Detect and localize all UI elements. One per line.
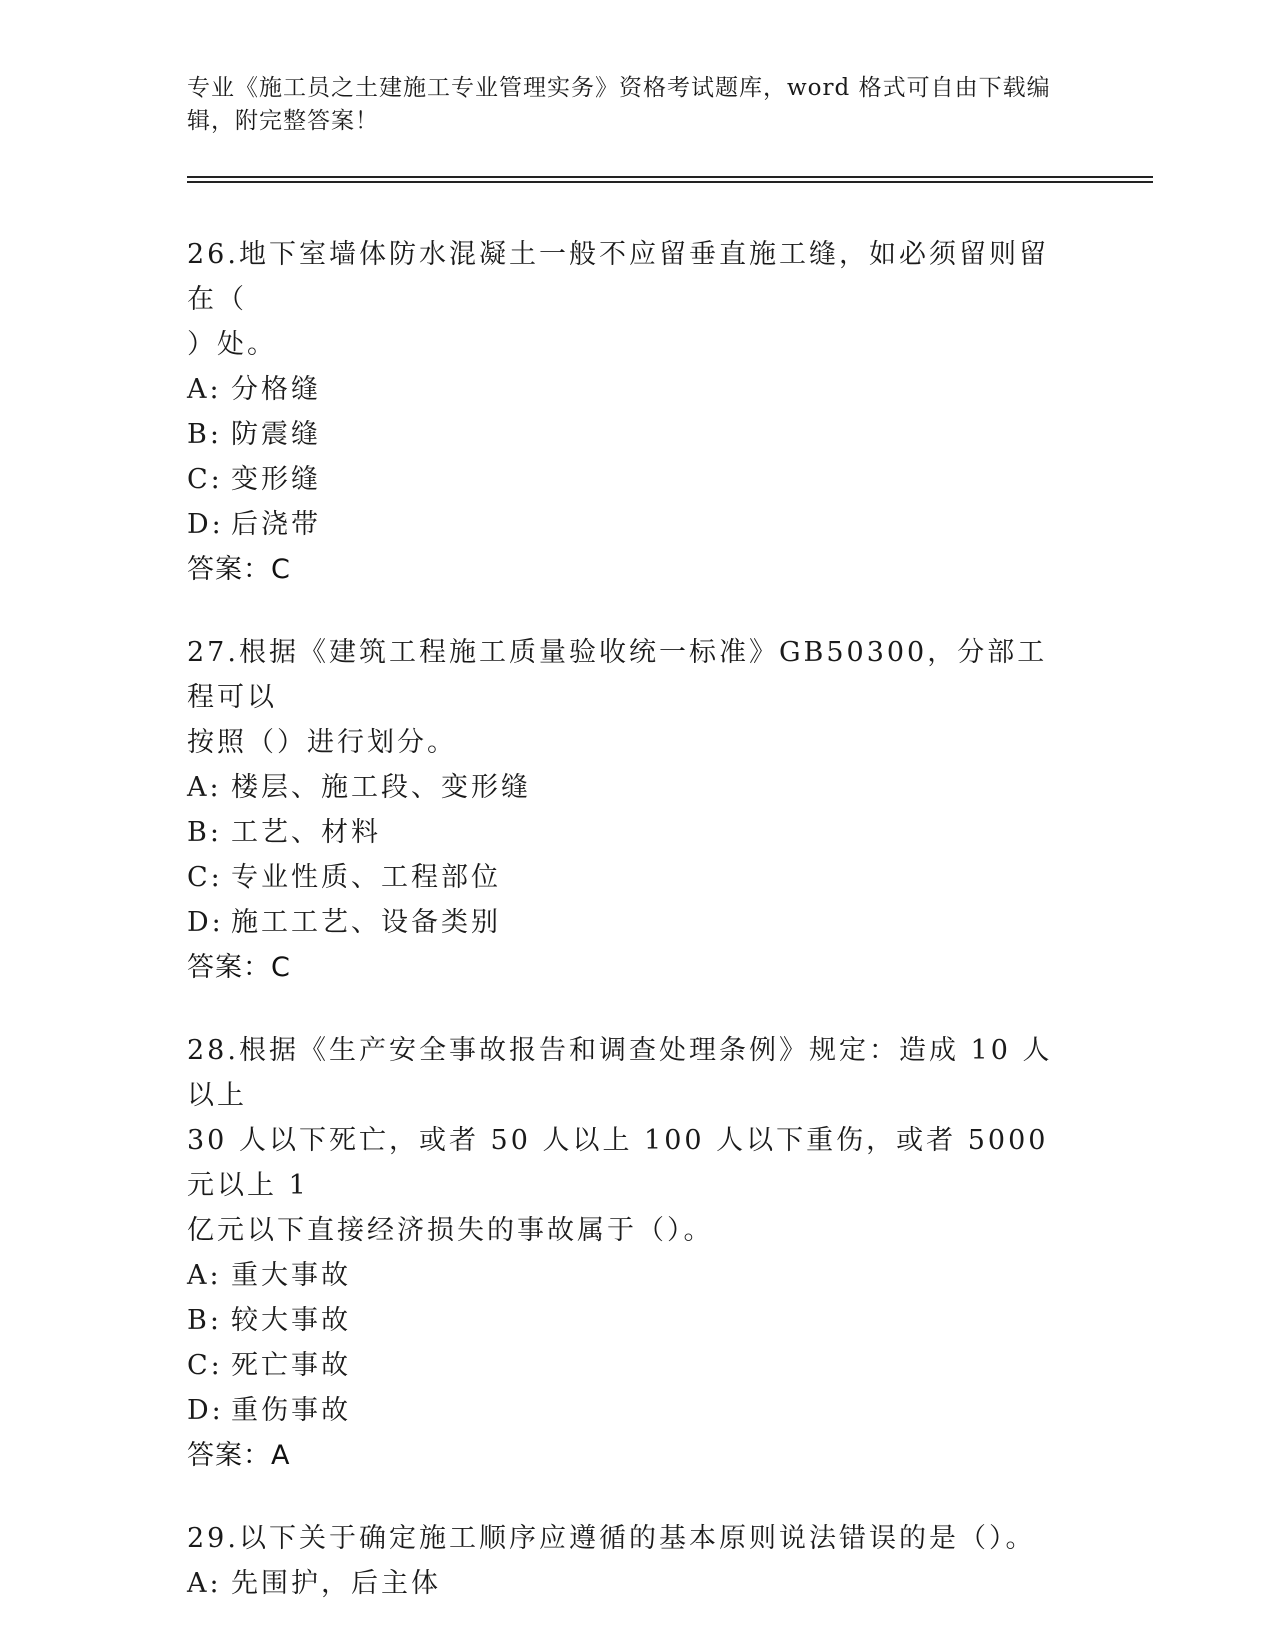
question-block bbox=[187, 1028, 1067, 1478]
option-text: 死亡事故 bbox=[231, 1350, 351, 1381]
option-text: 变形缝 bbox=[231, 464, 321, 495]
option-label: C: bbox=[187, 1350, 223, 1381]
option-text: 分格缝 bbox=[231, 374, 321, 405]
question-stem-line: 28.根据《生产安全事故报告和调查处理条例》规定：造成 10 人以上 bbox=[187, 1035, 1053, 1111]
question-stem-line: 亿元以下直接经济损失的事故属于（）。 bbox=[187, 1215, 714, 1246]
answer-option bbox=[187, 855, 1067, 900]
question-stem-line: 30 人以下死亡，或者 50 人以上 100 人以下重伤，或者 5000 元以上 1 bbox=[187, 1125, 1049, 1201]
question-stem-line: 按照（）进行划分。 bbox=[187, 727, 457, 758]
question-stem-line: 29.以下关于确定施工顺序应遵循的基本原则说法错误的是（）。 bbox=[187, 1523, 1036, 1554]
option-label: A: bbox=[187, 1260, 222, 1291]
answer-option bbox=[187, 502, 1067, 547]
question-stem-line: 27.根据《建筑工程施工质量验收统一标准》GB50300，分部工程可以 bbox=[187, 637, 1048, 713]
question-stem-line: 26.地下室墙体防水混凝土一般不应留垂直施工缝，如必须留则留在（ bbox=[187, 239, 1049, 315]
header-line-1: 专业《施工员之土建施工专业管理实务》资格考试题库，word 格式可自由下载编 bbox=[187, 75, 1051, 101]
answer-option bbox=[187, 1253, 1067, 1298]
option-label: A: bbox=[187, 1568, 222, 1599]
option-text: 重伤事故 bbox=[231, 1395, 351, 1426]
option-label: B: bbox=[187, 817, 222, 848]
header-divider-top bbox=[187, 176, 1153, 178]
question-block bbox=[187, 232, 1067, 592]
answer-option bbox=[187, 1343, 1067, 1388]
option-label: C: bbox=[187, 464, 223, 495]
answer-option bbox=[187, 765, 1067, 810]
option-label: A: bbox=[187, 374, 222, 405]
header-divider-bottom bbox=[187, 181, 1153, 183]
option-text: 重大事故 bbox=[231, 1260, 351, 1291]
option-label: D: bbox=[187, 907, 224, 938]
answer-option bbox=[187, 1561, 1067, 1606]
option-text: 较大事故 bbox=[231, 1305, 351, 1336]
option-text: 后浇带 bbox=[231, 509, 321, 540]
option-text: 施工工艺、设备类别 bbox=[231, 907, 501, 938]
option-label: B: bbox=[187, 1305, 222, 1336]
document-header bbox=[187, 72, 1067, 138]
question-block bbox=[187, 630, 1067, 990]
answer-key: 答案：C bbox=[187, 952, 291, 983]
header-line-2: 辑，附完整答案！ bbox=[187, 108, 379, 134]
answer-option bbox=[187, 457, 1067, 502]
option-text: 工艺、材料 bbox=[231, 817, 381, 848]
answer-key: 答案：C bbox=[187, 554, 291, 585]
option-label: D: bbox=[187, 509, 224, 540]
answer-option bbox=[187, 412, 1067, 457]
question-stem-line: ）处。 bbox=[187, 329, 277, 360]
option-text: 专业性质、工程部位 bbox=[231, 862, 501, 893]
option-text: 防震缝 bbox=[231, 419, 321, 450]
question-block bbox=[187, 1516, 1067, 1606]
answer-option bbox=[187, 367, 1067, 412]
answer-option bbox=[187, 810, 1067, 855]
answer-option bbox=[187, 900, 1067, 945]
option-text: 先围护，后主体 bbox=[231, 1568, 441, 1599]
option-label: D: bbox=[187, 1395, 224, 1426]
question-list bbox=[187, 232, 1067, 1644]
option-label: C: bbox=[187, 862, 223, 893]
option-text: 楼层、施工段、变形缝 bbox=[231, 772, 531, 803]
answer-option bbox=[187, 1388, 1067, 1433]
answer-key: 答案：A bbox=[187, 1440, 291, 1471]
answer-option bbox=[187, 1298, 1067, 1343]
option-label: A: bbox=[187, 772, 222, 803]
option-label: B: bbox=[187, 419, 222, 450]
